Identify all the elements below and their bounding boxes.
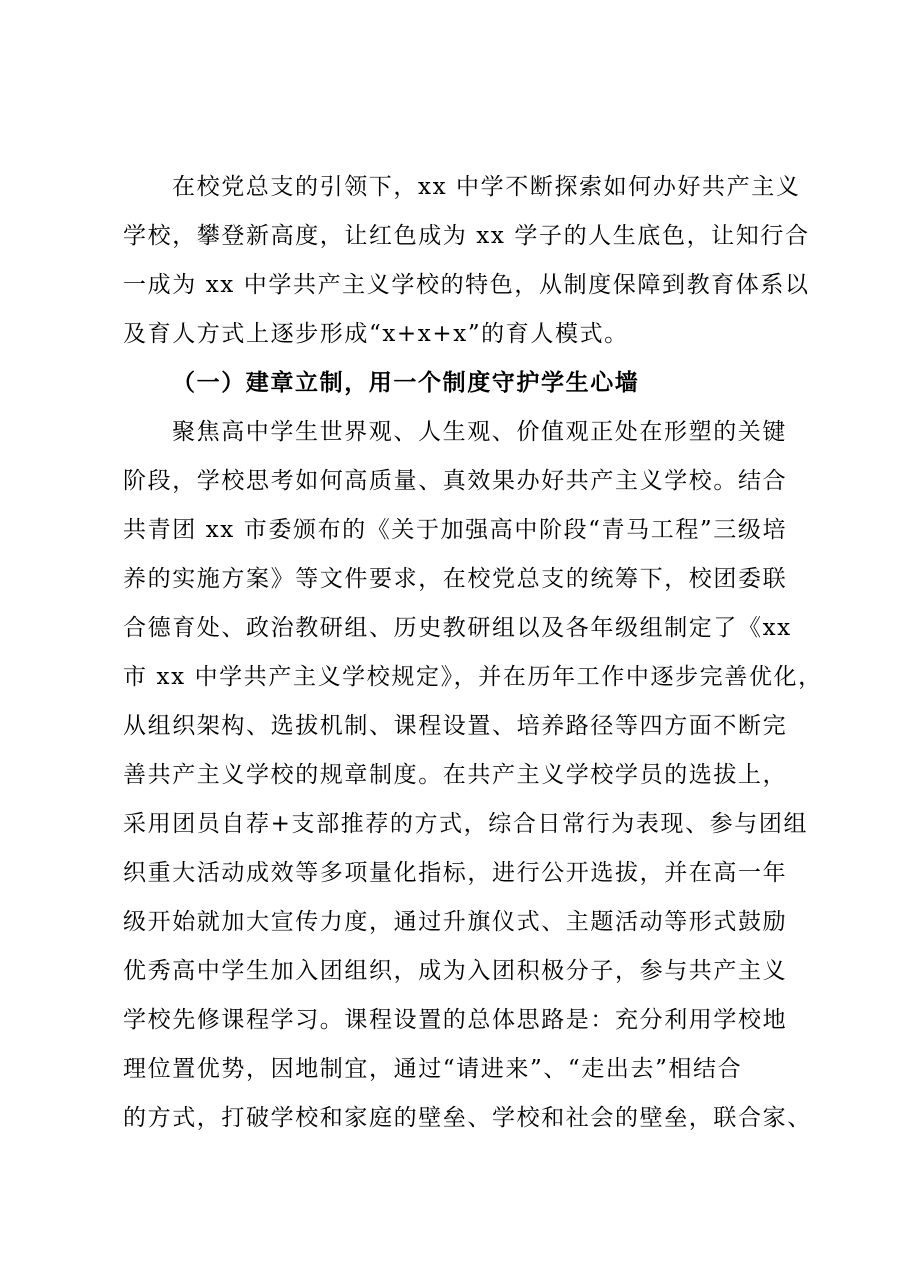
- paragraph-2-line-13: 学校先修课程学习。课程设置的总体思路是：充分利用学校地: [123, 1007, 788, 1033]
- paragraph-2-line-8: 善共产主义学校的规章制度。在共产主义学校学员的选拔上，: [123, 762, 788, 788]
- paragraph-2-line-4: 养的实施方案》等文件要求，在校党总支的统筹下，校团委联: [123, 566, 788, 592]
- paragraph-1-line-3: 一成为 xx 中学共产主义学校的特色，从制度保障到教育体系以: [123, 272, 810, 298]
- section-heading: （一）建章立制，用一个制度守护学生心墙: [172, 369, 640, 396]
- paragraph-2-line-6: 市 xx 中学共产主义学校规定》，并在历年工作中逐步完善优化，: [123, 664, 823, 690]
- paragraph-1-line-4: 及育人方式上逐步形成“x+x+x”的育人模式。: [123, 321, 629, 347]
- paragraph-2-line-11: 级开始就加大宣传力度，通过升旗仪式、主题活动等形式鼓励: [123, 909, 788, 935]
- paragraph-2-line-5: 合德育处、政治教研组、历史教研组以及各年级组制定了《xx: [123, 615, 792, 641]
- paragraph-1-line-1: 在校党总支的引领下，xx 中学不断探索如何办好共产主义: [172, 174, 801, 200]
- paragraph-2-line-12: 优秀高中学生加入团组织，成为入团积极分子，参与共产主义: [123, 958, 788, 984]
- paragraph-2-line-7: 从组织架构、选拔机制、课程设置、培养路径等四方面不断完: [123, 713, 788, 739]
- paragraph-2-line-1: 聚焦高中学生世界观、人生观、价值观正处在形塑的关键: [172, 419, 787, 445]
- paragraph-2-line-10: 织重大活动成效等多项量化指标，进行公开选拔，并在高一年: [123, 860, 788, 886]
- paragraph-1-line-2: 学校，攀登新高度，让红色成为 xx 学子的人生底色，让知行合: [123, 223, 810, 249]
- paragraph-2-line-9: 采用团员自荐+支部推荐的方式，综合日常行为表现、参与团组: [123, 811, 809, 837]
- paragraph-2-line-15: 的方式，打破学校和家庭的壁垒、学校和社会的壁垒，联合家、: [123, 1105, 812, 1131]
- paragraph-2-line-3: 共青团 xx 市委颁布的《关于加强高中阶段“青马工程”三级培: [123, 517, 788, 543]
- paragraph-2-line-14: 理位置优势，因地制宜，通过“请进来”、“走出去”相结合: [123, 1056, 743, 1082]
- paragraph-2-line-2: 阶段，学校思考如何高质量、真效果办好共产主义学校。结合: [123, 468, 788, 494]
